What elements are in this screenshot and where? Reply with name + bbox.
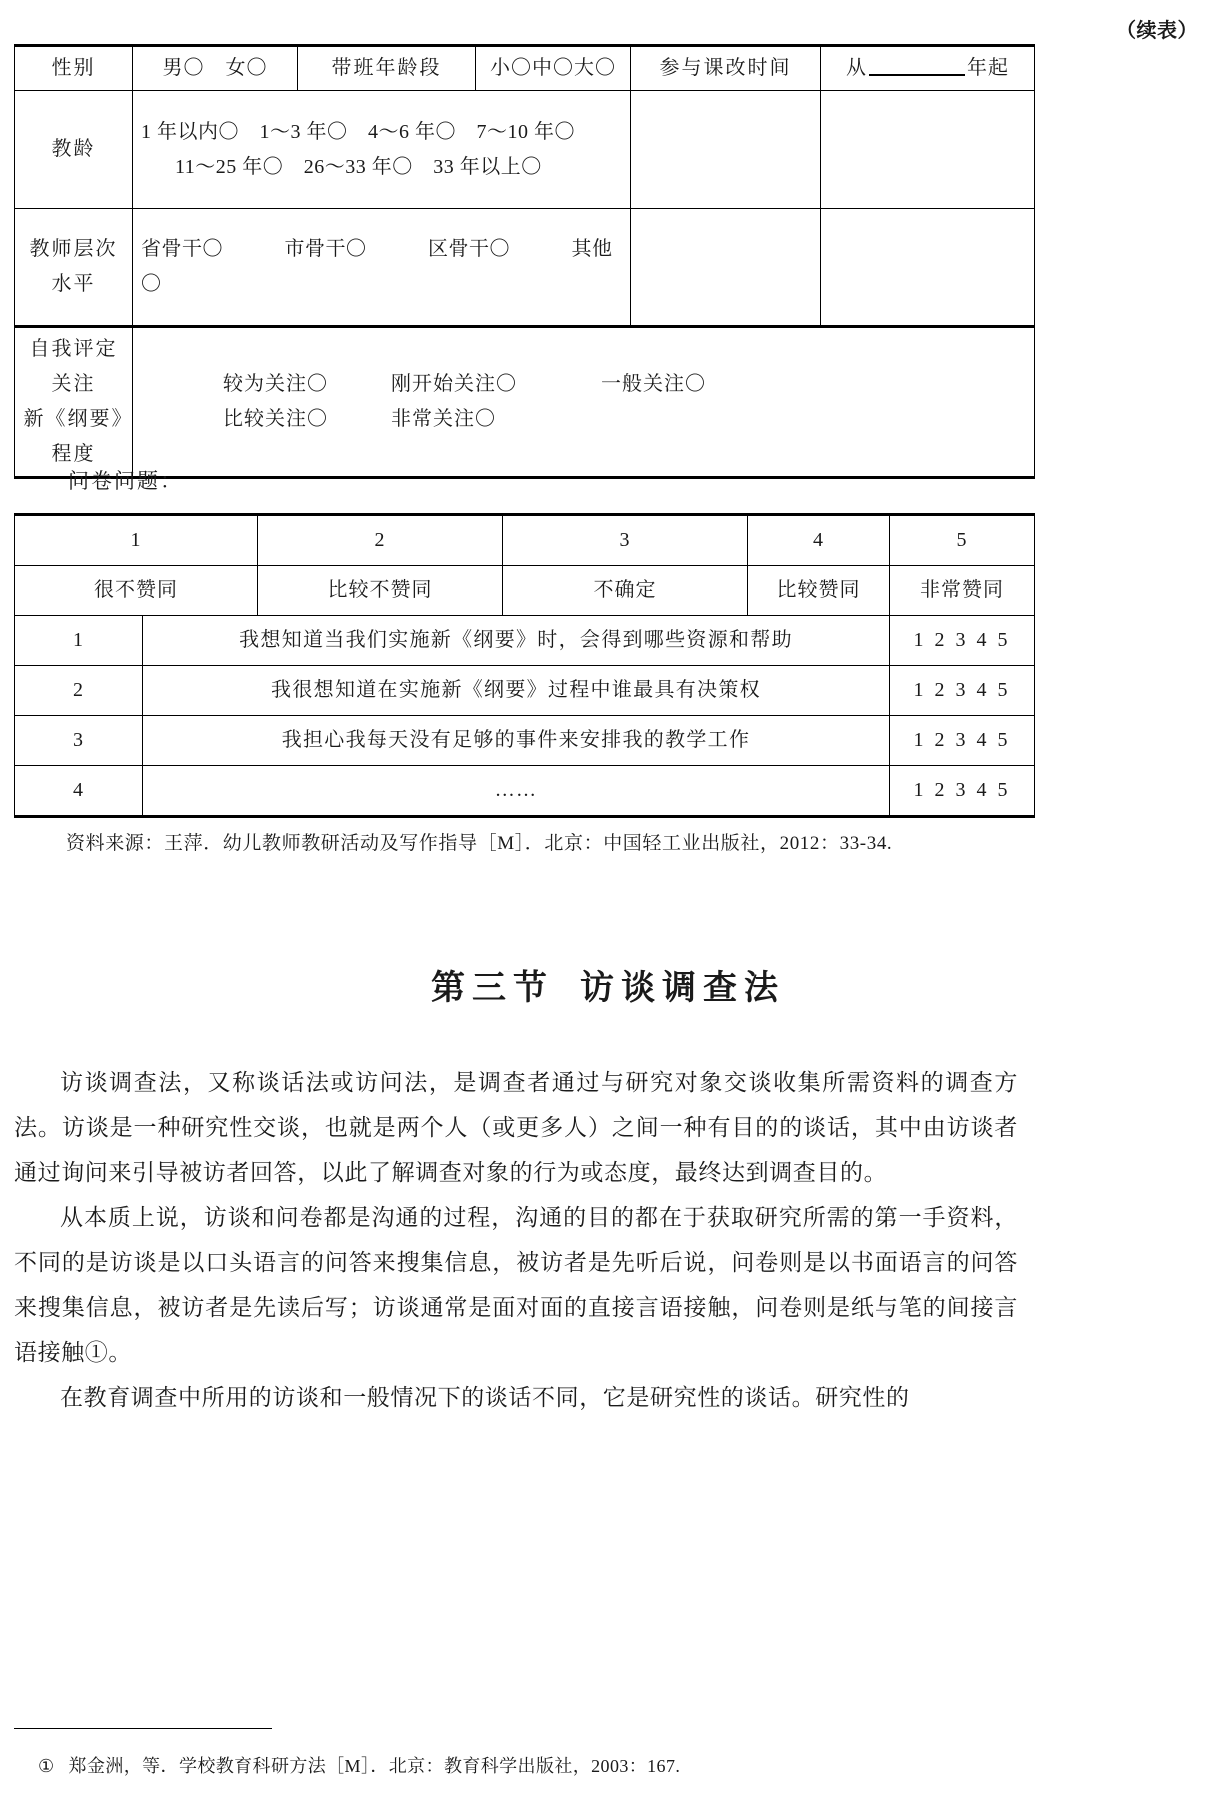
survey-row-level bbox=[15, 209, 1035, 327]
paragraph-1: 访谈调查法，又称谈话法或访问法，是调查者通过与研究对象交谈收集所需资料的调查方法。访谈是一种研究性交谈，也就是两个人（或更多人）之间一种有目的的谈话，其中由访谈者通过询问来引导被访者回答，以此了解调查对象的行为或态度，最终达到调查目的。 bbox=[14, 1070, 1018, 1185]
questionnaire-row bbox=[15, 666, 1035, 716]
question-text: 我担心我每天没有足够的事件来安排我的教学工作 bbox=[143, 716, 890, 766]
scale-number-4: 4 bbox=[748, 515, 890, 566]
footnote-text: 郑金洲，等．学校教育科研方法［M］．北京：教育科学出版社，2003：167. bbox=[68, 1756, 681, 1776]
questionnaire-caption: 问卷问题： bbox=[68, 469, 183, 493]
questionnaire-row bbox=[15, 766, 1035, 817]
attention-label-line-2: 新《纲要》程度 bbox=[23, 408, 124, 465]
survey-row-gender bbox=[15, 46, 1035, 91]
scale-number-5: 5 bbox=[890, 515, 1035, 566]
scale-label-4: 比较赞同 bbox=[748, 566, 890, 616]
question-index: 2 bbox=[15, 666, 143, 716]
survey-row-seniority bbox=[15, 91, 1035, 209]
reform-time-blank[interactable] bbox=[869, 53, 965, 76]
questionnaire-table bbox=[14, 513, 1035, 818]
seniority-spacer-2 bbox=[821, 91, 1035, 209]
scale-number-row bbox=[15, 515, 1035, 566]
reform-time-label: 参与课改时间 bbox=[631, 46, 821, 91]
reform-time-field[interactable] bbox=[821, 46, 1035, 91]
teacher-level-label bbox=[15, 209, 133, 327]
question-text: …… bbox=[143, 766, 890, 817]
scale-label-5: 非常赞同 bbox=[890, 566, 1035, 616]
question-rating-options[interactable]: 1 2 3 4 5 bbox=[890, 666, 1035, 716]
scale-label-row bbox=[15, 566, 1035, 616]
footnote bbox=[38, 1752, 680, 1778]
questionnaire-row bbox=[15, 716, 1035, 766]
seniority-options[interactable] bbox=[133, 91, 631, 209]
gender-label: 性别 bbox=[15, 46, 133, 91]
question-text: 我想知道当我们实施新《纲要》时，会得到哪些资源和帮助 bbox=[143, 616, 890, 666]
gender-options[interactable]: 男〇 女〇 bbox=[133, 46, 298, 91]
scale-number-1: 1 bbox=[15, 515, 258, 566]
source-citation: 资料来源：王萍．幼儿教师教研活动及写作指导［M］．北京：中国轻工业出版社，2012：33-34. bbox=[66, 833, 893, 854]
scale-number-2: 2 bbox=[258, 515, 503, 566]
question-rating-options[interactable]: 1 2 3 4 5 bbox=[890, 766, 1035, 817]
attention-label bbox=[15, 327, 133, 478]
footnote-divider bbox=[14, 1728, 272, 1729]
paragraph-2: 从本质上说，访谈和问卷都是沟通的过程，沟通的目的都在于获取研究所需的第一手资料，不同的是访谈是以口头语言的问答来搜集信息，被访者是先听后说，问卷则是以书面语言的问答来搜集信息，被访者是先读后写；访谈通常是面对面的直接言语接触，问卷则是纸与笔的间接言语接触①。 bbox=[14, 1205, 1018, 1365]
attention-options-line-2[interactable]: 比较关注〇 非常关注〇 bbox=[223, 408, 496, 430]
continued-table-label: （续表） bbox=[1116, 18, 1198, 42]
footnote-marker: ① bbox=[38, 1756, 55, 1776]
age-group-label: 带班年龄段 bbox=[298, 46, 476, 91]
seniority-label: 教龄 bbox=[15, 91, 133, 209]
question-index: 1 bbox=[15, 616, 143, 666]
section-heading-title: 访谈调查法 bbox=[580, 968, 785, 1008]
seniority-options-line-2[interactable]: 11～25 年〇 26～33 年〇 33 年以上〇 bbox=[175, 155, 542, 178]
attention-options[interactable] bbox=[133, 327, 1035, 478]
scale-label-3: 不确定 bbox=[503, 566, 748, 616]
age-group-options[interactable]: 小〇中〇大〇 bbox=[476, 46, 631, 91]
scale-number-3: 3 bbox=[503, 515, 748, 566]
teacher-level-spacer-2 bbox=[821, 209, 1035, 327]
teacher-level-label-line-1: 教师层次 bbox=[29, 238, 118, 260]
scale-label-1: 很不赞同 bbox=[15, 566, 258, 616]
questionnaire-row bbox=[15, 616, 1035, 666]
seniority-spacer-1 bbox=[631, 91, 821, 209]
teacher-level-options[interactable]: 省骨干〇 市骨干〇 区骨干〇 其他〇 bbox=[133, 209, 631, 327]
question-rating-options[interactable]: 1 2 3 4 5 bbox=[890, 616, 1035, 666]
reform-time-prefix: 从 bbox=[846, 57, 867, 79]
reform-time-suffix: 年起 bbox=[967, 57, 1009, 79]
seniority-options-line-1[interactable]: 1 年以内〇 1～3 年〇 4～6 年〇 7～10 年〇 bbox=[141, 120, 575, 143]
question-rating-options[interactable]: 1 2 3 4 5 bbox=[890, 716, 1035, 766]
section-heading-number: 第三节 bbox=[431, 968, 554, 1008]
question-index: 4 bbox=[15, 766, 143, 817]
teacher-level-label-line-2: 水平 bbox=[51, 273, 96, 295]
attention-label-line-1: 自我评定关注 bbox=[29, 338, 118, 395]
question-index: 3 bbox=[15, 716, 143, 766]
body-text bbox=[14, 1060, 1018, 1420]
paragraph-3: 在教育调查中所用的访谈和一般情况下的谈话不同，它是研究性的谈话。研究性的 bbox=[60, 1385, 910, 1410]
teacher-level-spacer-1 bbox=[631, 209, 821, 327]
scale-label-2: 比较不赞同 bbox=[258, 566, 503, 616]
section-heading bbox=[0, 960, 1216, 1009]
attention-options-line-1[interactable]: 较为关注〇 刚开始关注〇 一般关注〇 bbox=[223, 373, 706, 395]
survey-row-attention bbox=[15, 327, 1035, 478]
question-text: 我很想知道在实施新《纲要》过程中谁最具有决策权 bbox=[143, 666, 890, 716]
survey-form-table bbox=[14, 44, 1035, 479]
